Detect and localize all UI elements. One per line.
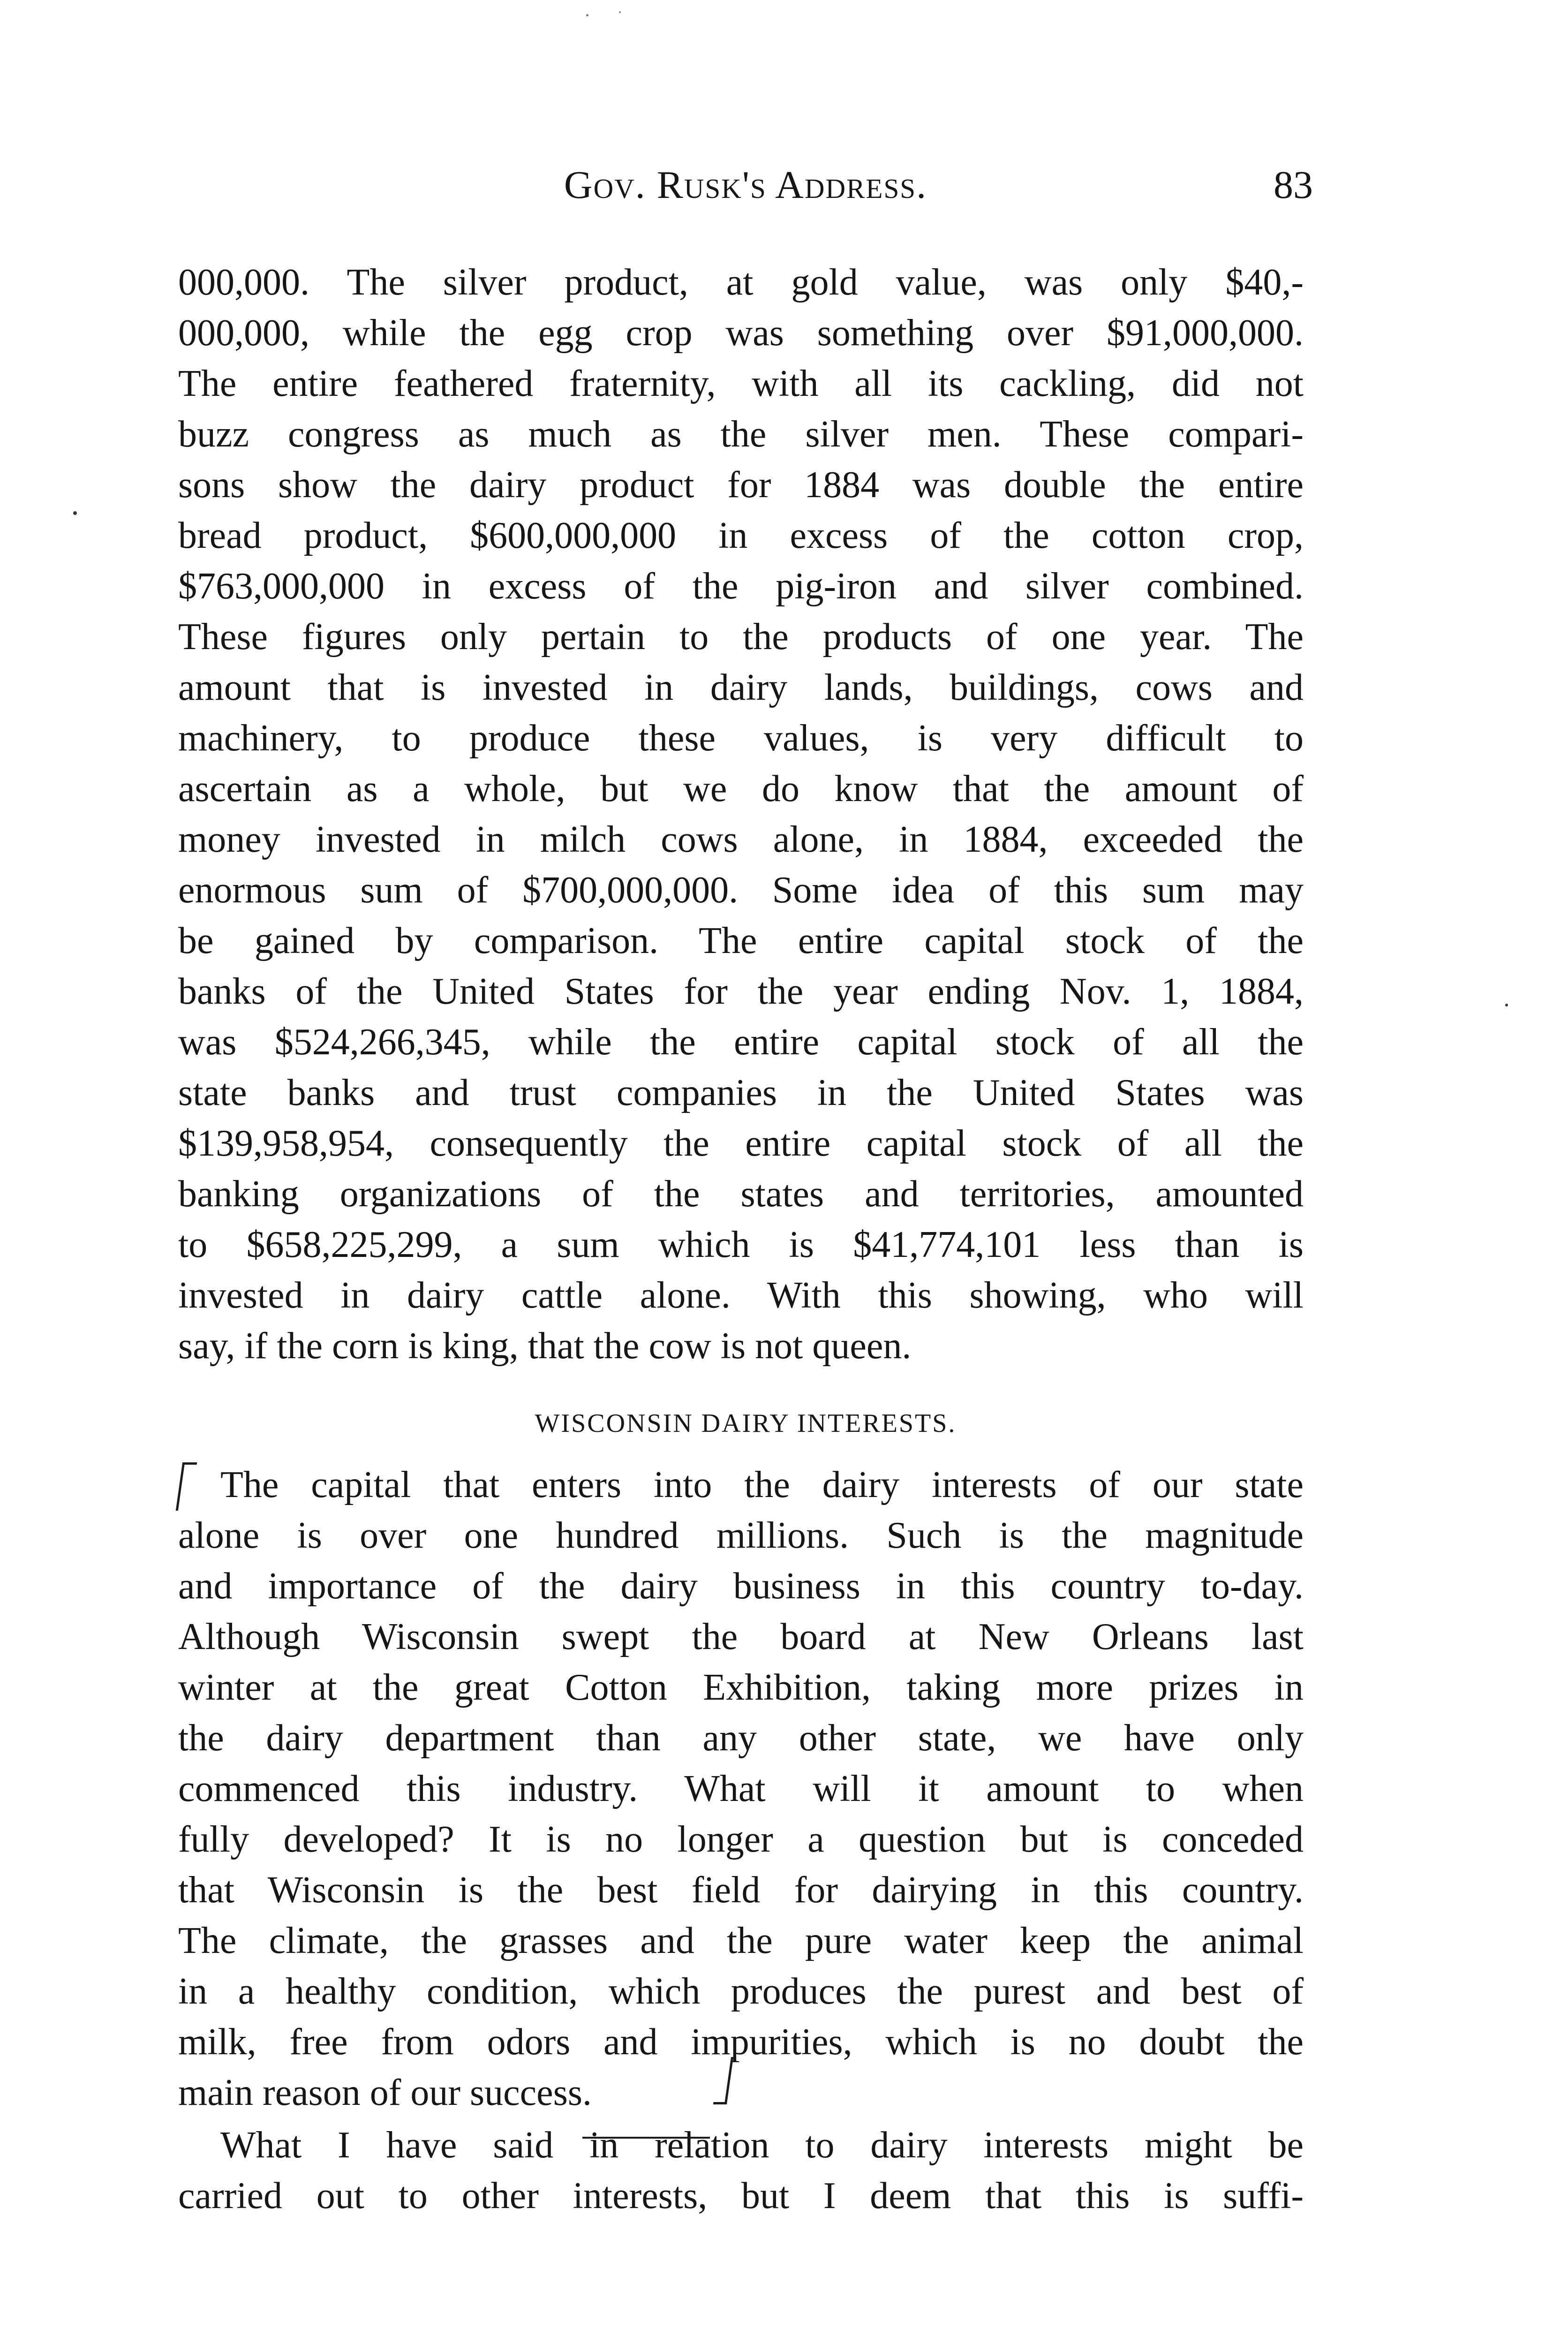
- text-line: say, if the corn is king, that the cow is not queen.: [178, 1325, 912, 1367]
- text-line: buzz congress as much as the silver men. These compari-: [178, 414, 1304, 455]
- text-line: The climate, the grasses and the pure water keep the animal: [178, 1920, 1304, 1961]
- text-line: fully developed? It is no longer a question but is conceded: [178, 1819, 1304, 1860]
- text-line: Although Wisconsin swept the board at New Orleans last: [178, 1616, 1304, 1657]
- text-line: carried out to other interests, but I deem that this is suffi-: [178, 2175, 1304, 2216]
- text-line: alone is over one hundred millions. Such is the magnitude: [178, 1515, 1304, 1556]
- text-line: commenced this industry. What will it amount to when: [178, 1768, 1304, 1809]
- text-line: amount that is invested in dairy lands, buildings, cows and: [178, 667, 1304, 708]
- text-line: The capital that enters into the dairy interests of our state: [220, 1464, 1304, 1505]
- text-line: money invested in milch cows alone, in 1884, exceeded the: [178, 819, 1304, 860]
- text-line: $139,958,954, consequently the entire capital stock of all the: [178, 1123, 1304, 1164]
- handwritten-underline-mark: [582, 2137, 710, 2139]
- paper-speck: [73, 511, 77, 515]
- text-line: main reason of our success.: [178, 2072, 592, 2113]
- section-heading: WISCONSIN DAIRY INTERESTS.: [535, 1409, 957, 1438]
- paper-speck: [586, 14, 588, 16]
- text-line: be gained by comparison. The entire capital stock of the: [178, 920, 1304, 961]
- text-line: milk, free from odors and impurities, which is no doubt the: [178, 2021, 1304, 2063]
- text-line: banks of the United States for the year ending Nov. 1, 1884,: [178, 971, 1304, 1012]
- paper-speck: [1505, 1004, 1508, 1006]
- text-line: that Wisconsin is the best field for dairying in this country.: [178, 1869, 1304, 1911]
- text-line: to $658,225,299, a sum which is $41,774,101 less than is: [178, 1224, 1304, 1265]
- text-line: 000,000, while the egg crop was something over $91,000,000.: [178, 312, 1304, 354]
- text-line: invested in dairy cattle alone. With this showing, who will: [178, 1275, 1304, 1316]
- text-line: machinery, to produce these values, is very difficult to: [178, 718, 1304, 759]
- page-header: [178, 157, 1313, 213]
- paper-speck: [619, 11, 621, 13]
- running-head: Gov. Rusk's Address.: [564, 163, 927, 207]
- text-line: What I have said in relation to dairy interests might be: [220, 2125, 1304, 2166]
- text-line: in a healthy condition, which produces the purest and best of: [178, 1971, 1304, 2012]
- text-line: The entire feathered fraternity, with all its cackling, did not: [178, 363, 1304, 404]
- handwritten-open-bracket-mark: [176, 1462, 197, 1511]
- text-line: sons show the dairy product for 1884 was double the entire: [178, 464, 1304, 506]
- text-line: bread product, $600,000,000 in excess of the cotton crop,: [178, 515, 1304, 556]
- page-number: 83: [1274, 163, 1313, 207]
- text-line: ascertain as a whole, but we do know that the amount of: [178, 768, 1304, 809]
- text-line: These figures only pertain to the products of one year. The: [178, 616, 1304, 658]
- text-line: and importance of the dairy business in this country to-day.: [178, 1566, 1304, 1607]
- text-line: 000,000. The silver product, at gold value, was only $40,-: [178, 262, 1304, 303]
- text-line: was $524,266,345, while the entire capital stock of all the: [178, 1021, 1304, 1063]
- text-line: state banks and trust companies in the United States was: [178, 1072, 1304, 1113]
- text-line: banking organizations of the states and territories, amounted: [178, 1173, 1304, 1215]
- text-line: enormous sum of $700,000,000. Some idea of this sum may: [178, 870, 1304, 911]
- text-line: the dairy department than any other state, we have only: [178, 1717, 1304, 1759]
- text-line: winter at the great Cotton Exhibition, taking more prizes in: [178, 1667, 1304, 1708]
- text-line: $763,000,000 in excess of the pig-iron and silver combined.: [178, 566, 1304, 607]
